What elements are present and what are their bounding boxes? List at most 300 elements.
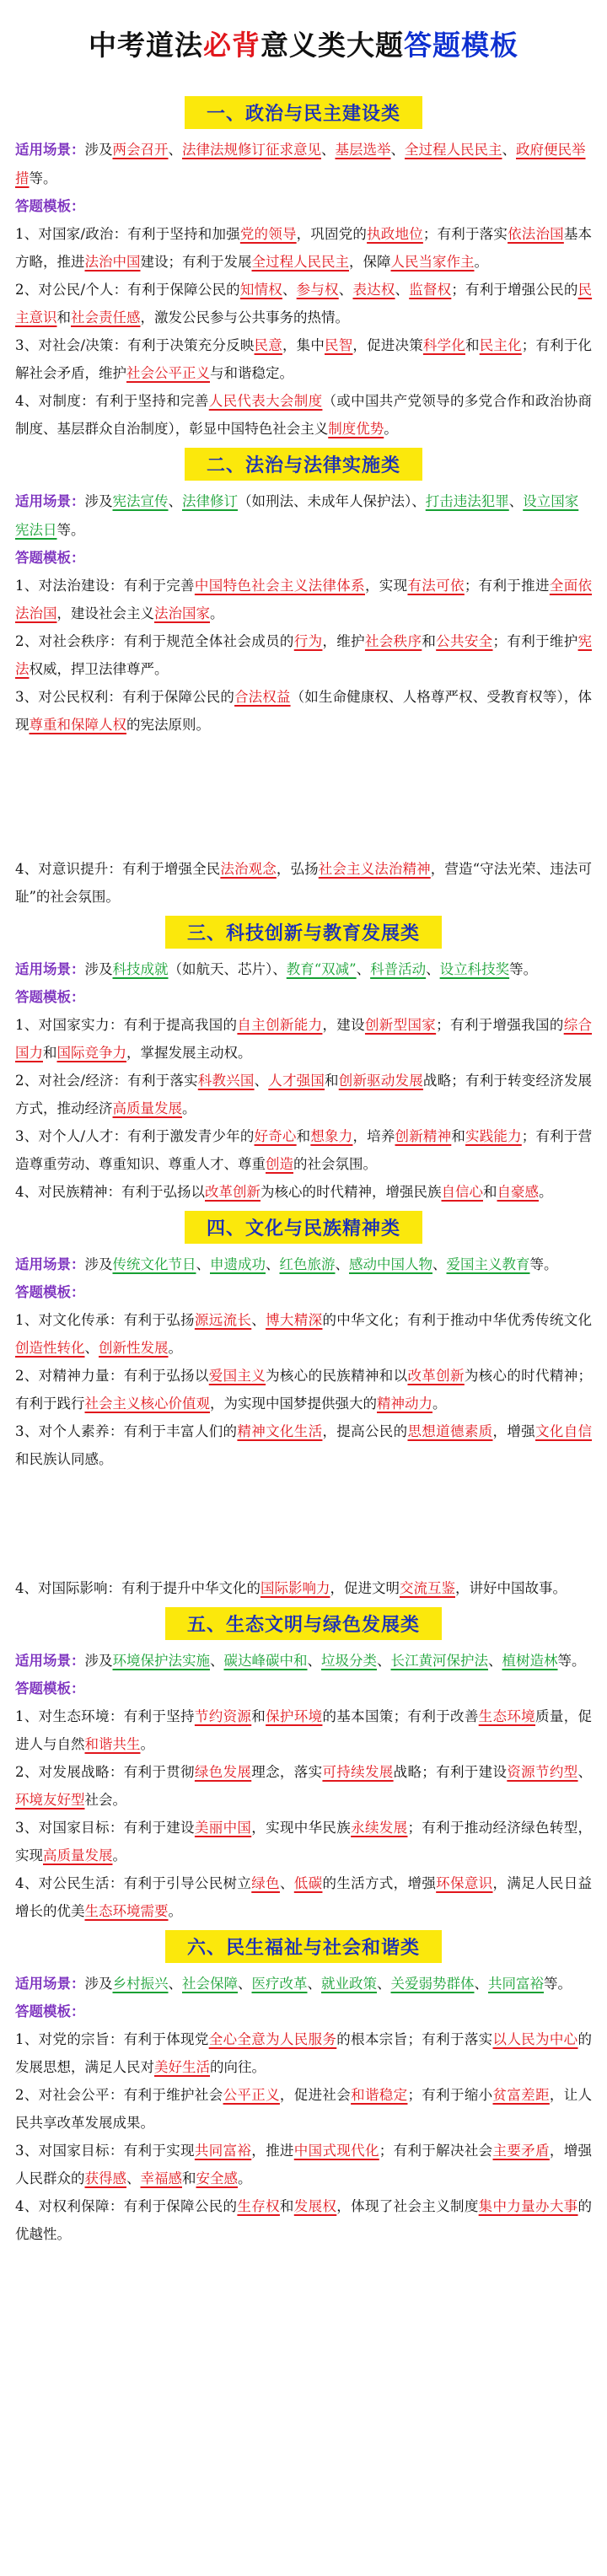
item-text: ，体现了社会主义制度: [336, 2198, 479, 2214]
item-text: 权威，捍卫法律尊严。: [29, 661, 169, 677]
item-text: 。: [210, 605, 224, 621]
key-phrase: 永续发展: [351, 1820, 408, 1836]
key-phrase: 全心全意为人民服务: [208, 2031, 337, 2047]
key-phrase: 自豪感: [497, 1184, 539, 1200]
item-text: 。: [168, 1340, 182, 1356]
scene-text: 、: [307, 1653, 321, 1669]
item-text: 、: [338, 282, 353, 298]
item-text: 2、对公民/个人：有利于保障公民的: [15, 282, 240, 298]
key-phrase: 尊重和保障人权: [29, 717, 126, 733]
key-phrase: 改革创新: [205, 1184, 261, 1200]
key-phrase: 获得感: [84, 2170, 126, 2186]
item-text: ；有利于化解社会矛盾，维护: [15, 337, 593, 381]
section-heading-wrap: [15, 1607, 592, 1640]
item-text: 。: [182, 1100, 196, 1116]
scene-text: 、: [502, 142, 516, 158]
key-phrase: 创新驱动发展: [338, 1073, 423, 1089]
section-heading-wrap: [15, 916, 592, 949]
item-text: ，集中: [282, 337, 325, 353]
scene-text: 科技成就: [112, 961, 169, 977]
scene-text: 涉及: [84, 1653, 113, 1669]
scene-text: 传统文化节日: [112, 1256, 196, 1272]
item-text: 和: [422, 633, 437, 649]
scene-label: 适用场景：: [15, 961, 85, 977]
scene-text: 、: [356, 961, 371, 977]
key-phrase: 高质量发展: [43, 1847, 113, 1863]
section-heading: 一、政治与民主建设类: [185, 96, 422, 129]
scene-text: 爱国主义教育: [446, 1256, 530, 1272]
key-phrase: 实践能力: [465, 1128, 522, 1144]
item-text: 2、对精神力量：有利于弘扬以: [15, 1368, 209, 1384]
scene-label: 适用场景：: [15, 1256, 85, 1272]
scene-text: 涉及: [84, 142, 113, 158]
item-text: 4、对意识提升：有利于增强全民: [15, 861, 221, 877]
scene-paragraph: [15, 136, 592, 193]
scene-text: 、: [474, 1976, 488, 1992]
key-phrase: 共同富裕: [194, 2143, 252, 2159]
scene-text: 等。: [544, 1976, 572, 1992]
section-heading: 三、科技创新与教育发展类: [165, 916, 442, 949]
item-text: 的生活方式，增强: [322, 1875, 437, 1891]
item-text: 、: [282, 282, 297, 298]
item-text: ；有利于增强我国的: [436, 1017, 564, 1033]
scene-text: 科普活动: [370, 961, 427, 977]
item-text: 为核心的民族精神和以: [266, 1368, 408, 1384]
item-text: 。: [539, 1184, 553, 1200]
key-phrase: 博大精深: [266, 1312, 323, 1328]
item-text: ，建设: [322, 1017, 365, 1033]
item-text: 3、对国家目标：有利于实现: [15, 2143, 195, 2159]
item-text: ；有利于推进: [464, 578, 550, 594]
blank-gap: [15, 1473, 592, 1574]
scene-text: 医疗改革: [251, 1976, 308, 1992]
key-phrase: 全过程人民民主: [251, 254, 349, 270]
section-4: [15, 1211, 592, 1602]
blank-gap: [15, 739, 592, 855]
item-text: 。: [432, 1396, 447, 1412]
template-item: [15, 1067, 592, 1122]
item-text: ，掌握发展主动权。: [126, 1045, 252, 1061]
scene-label: 适用场景：: [15, 1976, 85, 1992]
key-phrase: 行为: [293, 633, 323, 649]
scene-text: 、: [335, 1256, 349, 1272]
template-item: [15, 1574, 592, 1602]
item-text: 。: [112, 1847, 126, 1863]
scene-text: 申遗成功: [210, 1256, 266, 1272]
item-text: 。: [384, 421, 398, 437]
item-text: ，满足人民日益增长的优美: [15, 1875, 593, 1919]
key-phrase: 思想道德素质: [407, 1423, 493, 1439]
key-phrase: 绿色发展: [194, 1764, 252, 1780]
item-text: 、: [254, 1073, 269, 1089]
key-phrase: 执政地位: [367, 226, 423, 242]
template-item: [15, 855, 592, 911]
item-text: 4、对公民生活：有利于引导公民树立: [15, 1875, 252, 1891]
item-text: 的向往。: [210, 2059, 266, 2075]
key-phrase: 综合国力: [15, 1017, 593, 1061]
scene-paragraph: [15, 1647, 592, 1675]
scene-text: 长江黄河保护法: [390, 1653, 488, 1669]
template-item: [15, 1178, 592, 1206]
template-label: 答题模板：: [15, 198, 85, 214]
scene-text: 、: [321, 142, 336, 158]
item-text: 基本方略，推进: [15, 226, 593, 270]
item-text: 2、对社会秩序：有利于规范全体社会成员的: [15, 633, 294, 649]
item-text: ，营造“守法光荣、违法可耻”的社会氛围。: [15, 861, 593, 905]
key-phrase: 社会主义核心价值观: [84, 1396, 210, 1412]
section-heading-wrap: [15, 1930, 592, 1963]
scene-text: 感动中国人物: [349, 1256, 432, 1272]
item-text: 4、对国际影响：有利于提升中华文化的: [15, 1580, 261, 1596]
key-phrase: 生态环境: [478, 1708, 536, 1724]
item-text: 和: [251, 1708, 266, 1724]
scene-text: 乡村振兴: [112, 1976, 169, 1992]
item-text: 理念，落实: [251, 1764, 323, 1780]
scene-paragraph: [15, 1250, 592, 1279]
scene-label: 适用场景：: [15, 1653, 85, 1669]
key-phrase: 低碳: [293, 1875, 323, 1891]
scene-text: 涉及: [84, 1976, 113, 1992]
key-phrase: 社会秩序: [364, 633, 422, 649]
key-phrase: 精神文化生活: [237, 1423, 323, 1439]
key-phrase: 生存权: [237, 2198, 280, 2214]
section-heading: 四、文化与民族精神类: [185, 1211, 422, 1244]
key-phrase: 高质量发展: [112, 1100, 182, 1116]
item-text: ，为实现中国梦提供强大的: [210, 1396, 377, 1412]
key-phrase: 安全感: [196, 2170, 238, 2186]
scene-text: （如刑法、未成年人保护法）、: [238, 493, 426, 509]
scene-text: 等。: [56, 522, 85, 538]
section-heading-wrap: [15, 448, 592, 481]
item-text: 战略；有利于转变经济发展方式，推动经济: [15, 1073, 593, 1116]
key-phrase: 交流互鉴: [400, 1580, 455, 1596]
item-text: ；有利于推动经济绿色转型，实现: [15, 1820, 593, 1863]
scene-text: 垃圾分类: [321, 1653, 377, 1669]
item-text: ；有利于营造尊重劳动、尊重知识、尊重人才、尊重: [15, 1128, 593, 1172]
template-item: [15, 627, 592, 683]
item-text: 和: [279, 2198, 294, 2214]
template-item: [15, 387, 592, 443]
item-text: ，实现: [364, 578, 408, 594]
key-phrase: 合法权益: [234, 689, 291, 705]
item-text: 的发展思想，满足人民对: [15, 2031, 593, 2075]
key-phrase: 节约资源: [194, 1708, 252, 1724]
template-item: [15, 1362, 592, 1417]
scene-label: 适用场景：: [15, 493, 85, 509]
key-phrase: 公平正义: [223, 2087, 280, 2103]
key-phrase: 监督权: [409, 282, 452, 298]
key-phrase: 民智: [325, 337, 353, 353]
scene-text: 涉及: [84, 961, 113, 977]
template-item: [15, 1011, 592, 1067]
key-phrase: 法治国家: [154, 605, 210, 621]
template-item: [15, 1869, 592, 1925]
scene-text: 等。: [557, 1653, 586, 1669]
section-heading: 六、民生福祉与社会和谐类: [165, 1930, 442, 1963]
item-text: 和: [182, 2170, 196, 2186]
scene-text: 植树造林: [502, 1653, 558, 1669]
item-text: （或中国共产党领导的多党合作和政治协商制度、基层群众自治制度），彰显中国特色社会主义: [15, 393, 593, 437]
scene-text: 等。: [509, 961, 538, 977]
item-text: 。: [474, 254, 488, 270]
key-phrase: 绿色: [251, 1875, 280, 1891]
item-text: 、: [126, 2170, 141, 2186]
scene-text: 、: [168, 1976, 182, 1992]
scene-paragraph: [15, 1970, 592, 1998]
template-item: [15, 2137, 592, 2192]
item-text: 的根本宗旨；有利于落实: [336, 2031, 493, 2047]
title-part-3: 意义类大题: [261, 29, 404, 62]
scene-text: 设立国家宪法日: [15, 493, 579, 538]
key-phrase: 创新性发展: [99, 1340, 169, 1356]
item-text: 3、对国家目标：有利于建设: [15, 1820, 195, 1836]
key-phrase: 自信心: [441, 1184, 483, 1200]
item-text: 和: [56, 309, 71, 325]
key-phrase: 好奇心: [254, 1128, 297, 1144]
item-text: 和民族认同感。: [15, 1451, 113, 1467]
item-text: 1、对生态环境：有利于坚持: [15, 1708, 195, 1724]
item-text: 和: [483, 1184, 497, 1200]
key-phrase: 科教兴国: [197, 1073, 255, 1089]
scene-text: 、: [168, 142, 182, 158]
template-item: [15, 276, 592, 331]
item-text: 4、对制度：有利于坚持和完善: [15, 393, 209, 409]
key-phrase: 创造性转化: [15, 1340, 85, 1356]
item-text: 战略；有利于建设: [393, 1764, 508, 1780]
key-phrase: 源远流长: [194, 1312, 252, 1328]
item-text: 4、对民族精神：有利于弘扬以: [15, 1184, 205, 1200]
template-label: 答题模板：: [15, 989, 85, 1005]
template-item: [15, 331, 592, 387]
key-phrase: 法治观念: [220, 861, 277, 877]
key-phrase: 创新精神: [395, 1128, 452, 1144]
title-part-2: 必背: [203, 29, 261, 62]
key-phrase: 宪法: [15, 633, 593, 677]
section-heading: 二、法治与法律实施类: [185, 448, 422, 481]
item-text: （如生命健康权、人格尊严权、受教育权等），体现: [15, 689, 593, 733]
key-phrase: 民主意识: [15, 282, 593, 325]
title-part-1: 中考道法: [89, 29, 203, 62]
key-phrase: 美好生活: [154, 2059, 210, 2075]
item-text: ，增强: [492, 1423, 536, 1439]
item-text: 1、对文化传承：有利于弘扬: [15, 1312, 195, 1328]
key-phrase: 人民代表大会制度: [208, 393, 323, 409]
scene-text: 、: [266, 1256, 280, 1272]
scene-text: 碳达峰碳中和: [223, 1653, 308, 1669]
item-text: ，弘扬: [276, 861, 319, 877]
item-text: 的中华文化；有利于推动中华优秀传统文化: [322, 1312, 593, 1328]
item-text: ；有利于缩小: [407, 2087, 493, 2103]
item-text: ，巩固党的: [296, 226, 368, 242]
item-text: 和: [465, 337, 480, 353]
scene-text: 设立科技奖: [439, 961, 510, 977]
template-item: [15, 1122, 592, 1178]
scene-text: 、: [377, 1976, 391, 1992]
scene-text: 红色旅游: [279, 1256, 336, 1272]
sections-container: [15, 96, 592, 2248]
scene-text: 关爱弱势群体: [390, 1976, 475, 1992]
item-text: ，建设社会主义: [56, 605, 154, 621]
key-phrase: 人民当家作主: [390, 254, 475, 270]
item-text: ，提高公民的: [322, 1423, 408, 1439]
item-text: 。: [140, 1736, 154, 1752]
item-text: 3、对公民权利：有利于保障公民的: [15, 689, 235, 705]
title-part-4: 答题模板: [404, 29, 518, 62]
key-phrase: 全面依法治国: [15, 578, 593, 621]
section-5: [15, 1607, 592, 1925]
key-phrase: 美丽中国: [194, 1820, 252, 1836]
key-phrase: 幸福感: [140, 2170, 182, 2186]
scene-text: 、: [426, 961, 440, 977]
template-item: [15, 1758, 592, 1814]
template-label: 答题模板：: [15, 2003, 85, 2019]
item-text: 和: [451, 1128, 466, 1144]
key-phrase: 创造: [266, 1156, 293, 1172]
item-text: ，促进文明: [330, 1580, 400, 1596]
scene-text: 、: [508, 493, 524, 509]
item-text: ，讲好中国故事。: [455, 1580, 567, 1596]
scene-text: 法律修订: [182, 493, 238, 509]
scene-paragraph: [15, 955, 592, 984]
key-phrase: 党的领导: [239, 226, 297, 242]
key-phrase: 公共安全: [436, 633, 493, 649]
section-heading-wrap: [15, 1211, 592, 1244]
item-text: 。: [168, 1903, 182, 1919]
item-text: 建设；有利于发展: [140, 254, 252, 270]
template-item: [15, 1702, 592, 1758]
item-text: 4、对权利保障：有利于保障公民的: [15, 2198, 238, 2214]
key-phrase: 中国式现代化: [293, 2143, 379, 2159]
key-phrase: 人才强国: [268, 1073, 325, 1089]
item-text: 、: [395, 282, 410, 298]
item-text: ；有利于增强公民的: [451, 282, 578, 298]
scene-text: 就业政策: [321, 1976, 377, 1992]
item-text: 和: [325, 1073, 339, 1089]
scene-text: 、: [210, 1653, 224, 1669]
item-text: 2、对发展战略：有利于贯彻: [15, 1764, 195, 1780]
template-label: 答题模板：: [15, 550, 85, 566]
template-item: [15, 2025, 592, 2081]
item-text: ；有利于解决社会: [379, 2143, 493, 2159]
scene-text: 社会保障: [182, 1976, 238, 1992]
scene-paragraph: [15, 487, 592, 545]
key-phrase: 参与权: [296, 282, 339, 298]
item-text: 、: [279, 1875, 294, 1891]
key-phrase: 改革创新: [407, 1368, 465, 1384]
scene-text: 等。: [529, 1256, 558, 1272]
item-text: 1、对国家实力：有利于提高我国的: [15, 1017, 238, 1033]
scene-text: 、: [307, 1976, 321, 1992]
item-text: 。: [238, 2170, 252, 2186]
scene-text: 政府便民举措: [15, 142, 586, 186]
item-text: 为核心的时代精神；有利于践行: [15, 1368, 593, 1412]
key-phrase: 科学化: [422, 337, 465, 353]
page-title: [15, 0, 592, 91]
section-3: [15, 916, 592, 1206]
key-phrase: 国际影响力: [261, 1580, 330, 1596]
key-phrase: 知情权: [239, 282, 282, 298]
key-phrase: 制度优势: [328, 421, 384, 437]
item-text: 和: [43, 1045, 57, 1061]
template-item: [15, 2081, 592, 2137]
item-text: 的基本国策；有利于改善: [322, 1708, 479, 1724]
key-phrase: 主要矛盾: [492, 2143, 550, 2159]
key-phrase: 环境友好型: [15, 1792, 85, 1808]
section-1: [15, 96, 592, 443]
template-label: 答题模板：: [15, 1681, 85, 1697]
item-text: ，推进: [251, 2143, 294, 2159]
item-text: ；有利于维护: [492, 633, 578, 649]
item-text: ，促进社会: [279, 2087, 352, 2103]
item-text: ，激发公民参与公共事务的热情。: [140, 309, 349, 325]
item-text: ，让人民共享改革发展成果。: [15, 2087, 593, 2131]
scene-text: 两会召开: [112, 142, 169, 158]
key-phrase: 精神动力: [377, 1396, 432, 1412]
key-phrase: 法治中国: [84, 254, 141, 270]
scene-text: 打击违法犯罪: [425, 493, 509, 509]
template-item: [15, 683, 592, 739]
key-phrase: 社会责任感: [71, 309, 141, 325]
item-text: 1、对党的宗旨：有利于体现党: [15, 2031, 209, 2047]
item-text: ，增强人民群众的: [15, 2143, 593, 2186]
item-text: 为核心的时代精神，增强民族: [261, 1184, 442, 1200]
template-item: [15, 1417, 592, 1473]
key-phrase: 创新型国家: [364, 1017, 437, 1033]
scene-text: 、: [377, 1653, 391, 1669]
scene-text: 等。: [29, 170, 57, 186]
section-heading-wrap: [15, 96, 592, 129]
item-text: 3、对个人素养：有利于丰富人们的: [15, 1423, 238, 1439]
key-phrase: 贫富差距: [492, 2087, 550, 2103]
item-text: 3、对社会/决策：有利于决策充分反映: [15, 337, 255, 353]
key-phrase: 表达权: [352, 282, 395, 298]
key-phrase: 文化自信: [535, 1423, 593, 1439]
scene-text: 、: [168, 493, 182, 509]
key-phrase: 中国特色社会主义法律体系: [194, 578, 365, 594]
key-phrase: 依法治国: [508, 226, 564, 242]
section-heading: 五、生态文明与绿色发展类: [165, 1607, 442, 1640]
template-item: [15, 220, 592, 276]
key-phrase: 社会公平正义: [126, 365, 210, 381]
item-text: 社会。: [84, 1792, 126, 1808]
scene-text: 法律法规修订征求意见: [182, 142, 321, 158]
scene-label: 适用场景：: [15, 142, 85, 158]
item-text: 的优越性。: [15, 2198, 593, 2242]
section-6: [15, 1930, 592, 2248]
scene-text: 环境保护法实施: [112, 1653, 210, 1669]
item-text: 1、对法治建设：有利于完善: [15, 578, 195, 594]
scene-text: 全过程人民民主: [405, 142, 502, 158]
key-phrase: 发展权: [293, 2198, 337, 2214]
item-text: 与和谐稳定。: [210, 365, 293, 381]
key-phrase: 资源节约型: [507, 1764, 578, 1780]
key-phrase: 和谐共生: [84, 1736, 141, 1752]
item-text: ，培养: [352, 1128, 395, 1144]
key-phrase: 生态环境需要: [84, 1903, 169, 1919]
key-phrase: 和谐稳定: [351, 2087, 408, 2103]
item-text: 、: [84, 1340, 99, 1356]
template-label: 答题模板：: [15, 1284, 85, 1300]
item-text: ，维护: [322, 633, 365, 649]
item-text: ，实现中华民族: [251, 1820, 352, 1836]
item-text: 、: [577, 1764, 593, 1780]
key-phrase: 爱国主义: [208, 1368, 266, 1384]
template-item: [15, 2192, 592, 2248]
item-text: 的社会氛围。: [293, 1156, 377, 1172]
item-text: 和: [296, 1128, 311, 1144]
scene-text: 、: [238, 1976, 252, 1992]
key-phrase: 民意: [254, 337, 282, 353]
